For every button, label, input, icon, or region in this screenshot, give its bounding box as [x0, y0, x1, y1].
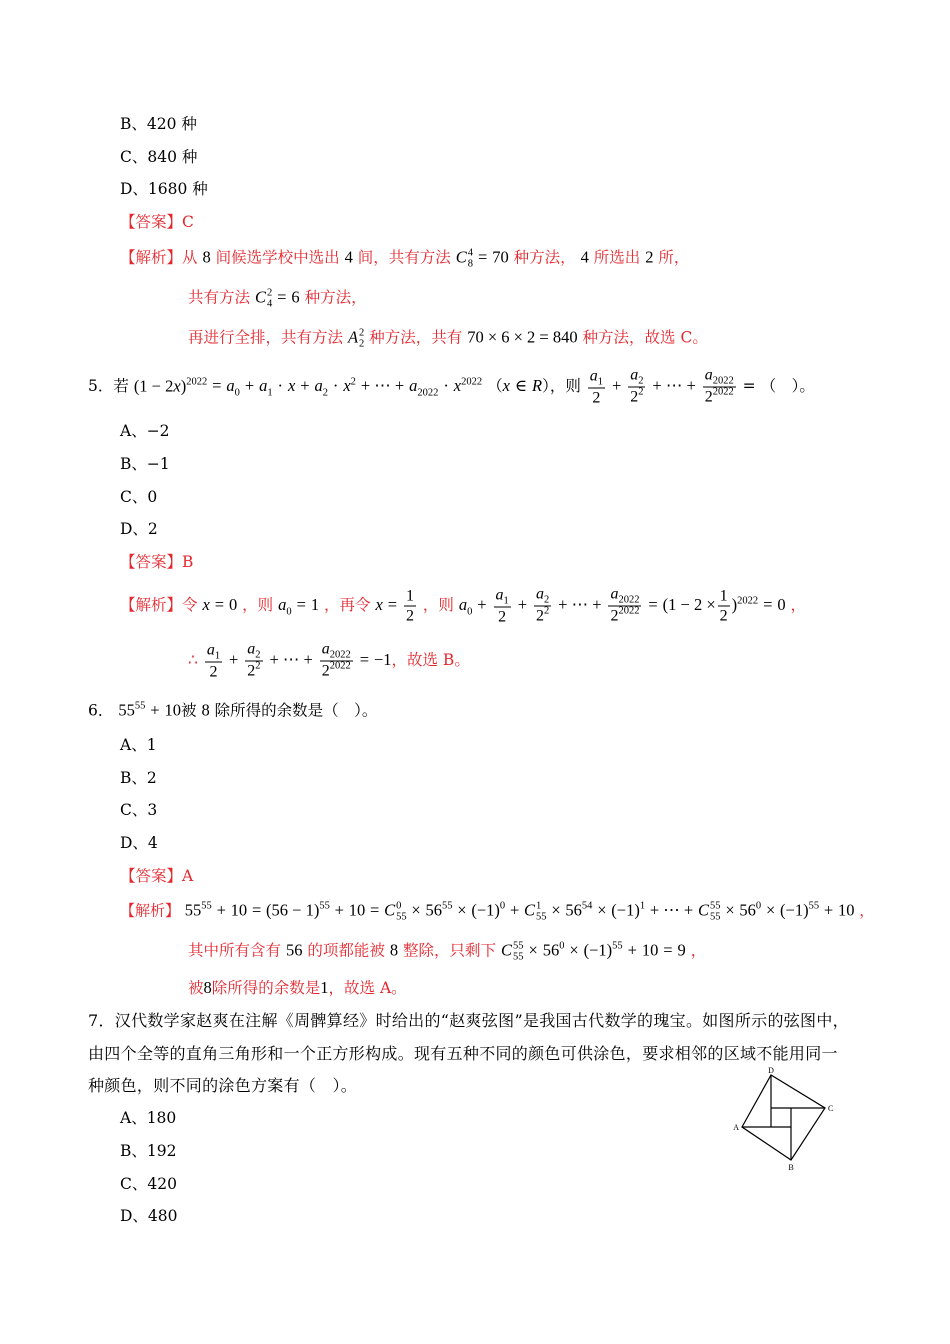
- subscript: 2022: [712, 375, 734, 387]
- solution-text: 所选出: [593, 248, 641, 267]
- math-operator: ×: [569, 940, 579, 960]
- superscript: 1: [639, 900, 646, 912]
- zhao-shuang-string-diagram: [728, 1066, 840, 1174]
- subscript: 1: [214, 650, 221, 662]
- subscript: 1: [503, 595, 509, 607]
- superscript: 2: [350, 376, 356, 387]
- q5-solution-line-2: [188, 640, 470, 683]
- superscript: 4: [467, 247, 474, 259]
- math-number: 10: [641, 940, 659, 960]
- superscript: 1: [536, 900, 542, 912]
- math-variable: a: [259, 376, 268, 395]
- math-operator: +: [611, 376, 622, 395]
- fraction-numerator: [628, 366, 645, 388]
- answer-value: A: [182, 867, 194, 885]
- fraction-denominator: 2: [209, 663, 218, 681]
- outer-square: [742, 1075, 825, 1160]
- math-operator: =: [214, 595, 225, 614]
- math-operator: +: [477, 595, 487, 614]
- math-variable: a: [321, 640, 330, 658]
- math-number: 55: [184, 900, 202, 920]
- superscript: 55: [612, 940, 623, 952]
- q4-option-c: C、840 种: [120, 148, 198, 166]
- math-operator: =: [296, 595, 306, 614]
- solution-text: ，则: [422, 596, 454, 614]
- math-number: −1: [373, 650, 392, 669]
- subscript: 8: [467, 258, 474, 270]
- math-number: 2: [630, 388, 639, 406]
- superscript: 0: [755, 900, 762, 912]
- combination-symbol: C: [455, 247, 467, 267]
- q6-solution-line-2: [188, 940, 706, 965]
- math-operator: ×: [528, 940, 538, 960]
- fraction: [608, 585, 641, 628]
- subscript: 0: [467, 606, 473, 617]
- q5-option-d: D、2: [120, 520, 158, 538]
- fraction-numerator: [534, 585, 551, 607]
- fraction-numerator: [245, 640, 262, 662]
- math-text: (1 − 2 ×: [662, 595, 716, 614]
- math-operator: =: [763, 595, 773, 614]
- math-number: 4: [580, 247, 589, 267]
- math-operator: +: [509, 900, 520, 920]
- solution-tag: 【解析】: [120, 248, 183, 267]
- superscript: 0: [396, 900, 402, 912]
- solution-text: 除所得的余数是: [211, 979, 321, 997]
- arrangement-symbol: A: [347, 327, 359, 347]
- math-operator: ·: [443, 376, 449, 395]
- math-number: 70: [492, 247, 509, 267]
- math-variable: a: [458, 595, 468, 614]
- math-number: 2: [610, 607, 619, 625]
- solution-text: ，则: [242, 596, 274, 614]
- math-operator: +: [517, 595, 528, 614]
- subscript: 2: [255, 649, 261, 661]
- math-operator: =: [648, 595, 658, 614]
- answer-value: B: [182, 553, 194, 571]
- math-operator: +: [300, 376, 310, 395]
- math-number: 56: [542, 940, 560, 960]
- solution-text: ，故选 B。: [391, 651, 470, 669]
- q4-solution-line-2: [188, 287, 367, 310]
- q7-stem-line-1: 7．汉代数学家赵爽在注解《周髀算经》时给出的“赵爽弦图”是我国古代数学的瑰宝。如图所示的弦图中，: [88, 1011, 849, 1030]
- superscript: 55: [513, 940, 524, 952]
- math-variable: a: [314, 376, 323, 395]
- q5-option-c: C、0: [120, 488, 158, 506]
- math-text: (−1): [611, 900, 640, 920]
- math-operator: + ⋯ +: [652, 376, 696, 395]
- solution-text: ，: [690, 941, 707, 960]
- math-term: [134, 376, 207, 395]
- q6-solution-line-3: [188, 977, 407, 999]
- math-operator: ·: [277, 376, 284, 395]
- subscript: 0: [234, 387, 240, 398]
- sup-sub-stack: [513, 941, 524, 963]
- math-variable: a: [589, 367, 598, 385]
- fraction-numerator: [205, 641, 222, 663]
- math-operator: =: [277, 287, 287, 307]
- subscript: 2: [543, 594, 550, 606]
- superscript: 2022: [712, 386, 734, 398]
- superscript: 2: [255, 660, 261, 672]
- math-variable: x: [173, 376, 181, 395]
- math-number: 56: [565, 900, 582, 920]
- math-operator: ×: [551, 900, 561, 920]
- therefore-symbol: ∴: [188, 651, 198, 669]
- math-operator: + ⋯ +: [360, 376, 405, 395]
- answer-tag: 【答案】: [120, 213, 183, 231]
- math-operator: + ⋯ +: [269, 650, 313, 669]
- math-variable: x: [453, 376, 462, 395]
- fraction-denominator: 2: [592, 389, 601, 407]
- math-number: 10: [348, 900, 366, 920]
- fraction-numerator: 1: [405, 587, 414, 605]
- label-d: D: [768, 1066, 774, 1075]
- math-operator: +: [823, 900, 834, 920]
- math-text: (56 − 1): [266, 900, 320, 920]
- solution-text: 间候选学校中选出: [215, 248, 340, 267]
- fraction: [534, 585, 551, 628]
- subscript: 2: [359, 338, 365, 350]
- math-variable: a: [278, 595, 287, 614]
- math-number: 6: [291, 287, 300, 307]
- superscript: 55: [441, 900, 453, 912]
- combination-symbol: C: [524, 900, 536, 920]
- solution-text: 种方法，故选 C。: [582, 328, 708, 347]
- q7-option-c: C、420: [120, 1175, 177, 1193]
- solution-text: 其中所有含有: [188, 941, 282, 960]
- math-number: 4: [344, 247, 353, 267]
- sup-sub-stack: [536, 901, 547, 923]
- solution-text: 种方法，共有: [369, 328, 463, 347]
- subscript: 55: [513, 951, 524, 963]
- math-operator: +: [150, 700, 160, 720]
- solution-text: 的项都能被: [307, 941, 385, 960]
- math-number: 55: [118, 700, 135, 720]
- solution-text: 共有方法: [188, 288, 251, 307]
- math-variable: a: [247, 640, 256, 658]
- sup-sub-stack: [710, 901, 721, 923]
- q5-option-a: A、−2: [120, 422, 170, 440]
- fraction-denominator: [703, 388, 736, 409]
- sup-sub-stack: [396, 901, 407, 923]
- fraction-denominator: 2: [719, 607, 728, 625]
- math-operator: +: [216, 900, 226, 920]
- math-variable: a: [409, 376, 418, 395]
- math-variable: x: [202, 595, 210, 614]
- math-number: 2: [645, 247, 654, 267]
- fraction-denominator: 2: [405, 607, 414, 625]
- superscript: 55: [201, 900, 212, 912]
- solution-text: 种方法，: [304, 288, 367, 307]
- math-operator: ×: [411, 900, 421, 920]
- fraction-denominator: 2: [498, 608, 507, 626]
- q4-answer: [120, 211, 194, 233]
- solution-text: 令: [182, 596, 198, 614]
- q7-option-b: B、192: [120, 1142, 177, 1160]
- math-number: 10: [164, 700, 181, 720]
- math-operator: ×: [725, 900, 735, 920]
- solution-text: 整除，只剩下: [403, 941, 497, 960]
- sup-sub-stack: [468, 248, 473, 270]
- math-variable: a: [535, 585, 544, 603]
- superscript: 2: [266, 287, 273, 299]
- solution-text: 种方法，: [513, 248, 576, 267]
- math-text: (−1): [471, 900, 500, 920]
- subscript: 2022: [618, 594, 640, 606]
- math-number: 2: [321, 662, 330, 680]
- math-operator: ∈: [514, 376, 528, 395]
- solution-text: ，: [859, 901, 875, 920]
- math-operator: =: [251, 900, 262, 920]
- superscript: 0: [499, 900, 506, 912]
- math-variable: a: [495, 586, 504, 604]
- math-operator: + ⋯ +: [558, 595, 602, 614]
- fraction-denominator: [320, 662, 353, 683]
- q5-solution-line-1: [120, 585, 806, 628]
- math-number: 56: [285, 940, 303, 960]
- math-text: ): [731, 595, 738, 614]
- math-operator: =: [477, 247, 488, 267]
- solution-text: 被: [188, 979, 204, 997]
- superscript: 55: [319, 900, 330, 912]
- fraction-denominator: [245, 662, 262, 683]
- math-operator: =: [359, 650, 369, 669]
- superscript: 55: [808, 900, 820, 912]
- subscript: 2: [322, 387, 328, 398]
- combination-symbol: C: [698, 900, 710, 920]
- question-blank: = （ ）。: [742, 377, 815, 395]
- fraction-numerator: [494, 586, 511, 608]
- subscript: 2022: [329, 649, 351, 661]
- q5-stem: [88, 366, 815, 409]
- superscript: 2: [638, 386, 644, 398]
- subscript: 55: [710, 911, 721, 923]
- math-number: 8: [202, 247, 211, 267]
- math-operator: =: [663, 940, 673, 960]
- fraction-numerator: [320, 640, 353, 662]
- math-number: 1: [320, 978, 329, 997]
- solution-text: 再进行全排，共有方法: [188, 328, 344, 347]
- math-expression: 70 × 6 × 2 = 840: [467, 327, 578, 347]
- label-a: A: [733, 1123, 739, 1132]
- math-number: 8: [201, 700, 210, 720]
- math-number: 2: [704, 388, 713, 406]
- fraction-numerator: [588, 367, 605, 389]
- solution-text: 间，共有方法: [357, 248, 451, 267]
- superscript: 2022: [329, 660, 351, 672]
- superscript: 2022: [618, 605, 640, 617]
- math-number: 8: [389, 940, 399, 960]
- math-operator: +: [229, 650, 239, 669]
- fraction: [245, 640, 262, 683]
- math-operator: ×: [597, 900, 607, 920]
- math-variable: a: [704, 366, 713, 384]
- question-text: 除所得的余数是（ ）。: [214, 701, 378, 720]
- q7-stem-line-2: 由四个全等的直角三角形和一个正方形构成。现有五种不同的颜色可供涂色，要求相邻的区域不能用同一: [88, 1044, 838, 1063]
- fraction-denominator: [608, 607, 641, 628]
- superscript: 2: [359, 327, 365, 339]
- q6-answer: [120, 865, 193, 887]
- subscript: 1: [267, 387, 273, 398]
- math-variable: x: [375, 595, 383, 614]
- superscript: 2022: [737, 595, 759, 606]
- q6-option-d: D、4: [120, 834, 158, 852]
- fraction: [205, 641, 222, 682]
- superscript: 0: [559, 940, 565, 952]
- math-variable: a: [226, 376, 235, 395]
- subscript: 2022: [417, 387, 439, 398]
- q4-option-d: D、1680 种: [120, 180, 208, 198]
- solution-text: ，: [790, 596, 807, 614]
- q7-option-d: D、480: [120, 1207, 178, 1225]
- fraction: [494, 586, 511, 627]
- sup-sub-stack: [267, 288, 272, 310]
- answer-value: C: [182, 213, 194, 231]
- subscript: 2: [638, 375, 644, 387]
- math-operator: ×: [765, 900, 776, 920]
- label-b: B: [788, 1163, 794, 1172]
- fraction: [628, 366, 645, 409]
- subscript: 4: [266, 298, 273, 310]
- math-operator: ×: [457, 900, 467, 920]
- superscript: 54: [581, 900, 593, 912]
- q6-solution-line-1: [120, 900, 874, 925]
- superscript: 55: [710, 900, 721, 912]
- math-number: 0: [228, 595, 238, 614]
- math-number: 2: [247, 662, 256, 680]
- math-number: 1: [310, 595, 320, 614]
- combination-symbol: C: [384, 900, 396, 920]
- math-text: (−1): [780, 900, 809, 920]
- math-operator: +: [334, 900, 344, 920]
- combination-symbol: C: [500, 940, 512, 960]
- q6-option-b: B、2: [120, 769, 157, 787]
- math-operator: =: [387, 595, 398, 614]
- solution-text: 从: [182, 248, 198, 267]
- q7-option-a: A、180: [120, 1109, 177, 1127]
- math-number: 10: [837, 900, 855, 920]
- q6-option-a: A、1: [120, 736, 157, 754]
- answer-tag: 【答案】: [120, 867, 183, 885]
- math-number: 56: [739, 900, 756, 920]
- question-number: 5．若: [88, 377, 129, 395]
- superscript: 2022: [186, 376, 208, 387]
- math-text: (−1): [583, 940, 613, 960]
- math-operator: + ⋯ +: [649, 900, 694, 920]
- paren-text: （: [487, 377, 503, 395]
- fraction-denominator: [628, 388, 645, 409]
- math-variable: x: [343, 376, 351, 395]
- fraction: [718, 587, 730, 626]
- paren-text: ），则: [542, 377, 581, 395]
- solution-tag: 【解析】: [120, 901, 181, 920]
- q5-option-b: B、−1: [120, 455, 170, 473]
- math-variable: x: [502, 376, 510, 395]
- math-number: 2: [535, 607, 544, 625]
- q4-option-b: B、420 种: [120, 115, 197, 133]
- math-operator: ·: [332, 376, 339, 395]
- q6-option-c: C、3: [120, 801, 158, 819]
- math-operator: =: [370, 900, 380, 920]
- math-variable: R: [532, 376, 543, 395]
- math-number: 8: [203, 978, 212, 997]
- solution-tag: 【解析】: [120, 596, 183, 614]
- fraction-numerator: [703, 366, 736, 388]
- subscript: 55: [536, 911, 547, 923]
- math-number: 9: [677, 940, 686, 960]
- combination-symbol: C: [254, 287, 266, 307]
- solution-text: ，再令: [324, 596, 371, 614]
- math-number: 10: [230, 900, 248, 920]
- superscript: 55: [134, 700, 146, 712]
- superscript: 2022: [461, 376, 483, 387]
- math-operator: =: [212, 376, 222, 395]
- math-number: 0: [777, 595, 786, 614]
- q4-solution-line-1: [120, 247, 689, 270]
- math-text: ): [180, 376, 187, 395]
- fraction-numerator: [608, 585, 641, 607]
- superscript: 2: [543, 605, 550, 617]
- q4-solution-line-3: [188, 327, 708, 350]
- q5-answer: [120, 551, 193, 573]
- sup-sub-stack: [359, 328, 364, 350]
- subscript: 0: [286, 606, 292, 617]
- fraction: [703, 366, 736, 409]
- question-number: 6．: [88, 701, 114, 720]
- subscript: 1: [597, 376, 604, 388]
- math-number: 56: [425, 900, 442, 920]
- math-variable: x: [287, 376, 296, 395]
- solution-text: ，故选 A。: [328, 979, 407, 997]
- math-variable: a: [610, 585, 619, 603]
- math-operator: +: [627, 940, 637, 960]
- fraction: [404, 587, 416, 626]
- q7-stem-line-3: 种颜色，则不同的涂色方案有（ ）。: [88, 1076, 358, 1095]
- question-text: 被: [181, 701, 197, 720]
- subscript: 55: [396, 911, 407, 923]
- solution-text: 所，: [658, 248, 690, 267]
- q6-stem: [88, 700, 377, 725]
- fraction: [320, 640, 353, 683]
- fraction: [588, 367, 605, 408]
- math-variable: a: [630, 366, 639, 384]
- fraction-numerator: 1: [719, 587, 728, 605]
- math-variable: a: [206, 641, 215, 659]
- math-text: (1 − 2: [133, 376, 174, 395]
- answer-tag: 【答案】: [120, 553, 183, 571]
- math-operator: +: [244, 376, 255, 395]
- label-c: C: [828, 1104, 834, 1113]
- fraction-denominator: [534, 607, 551, 628]
